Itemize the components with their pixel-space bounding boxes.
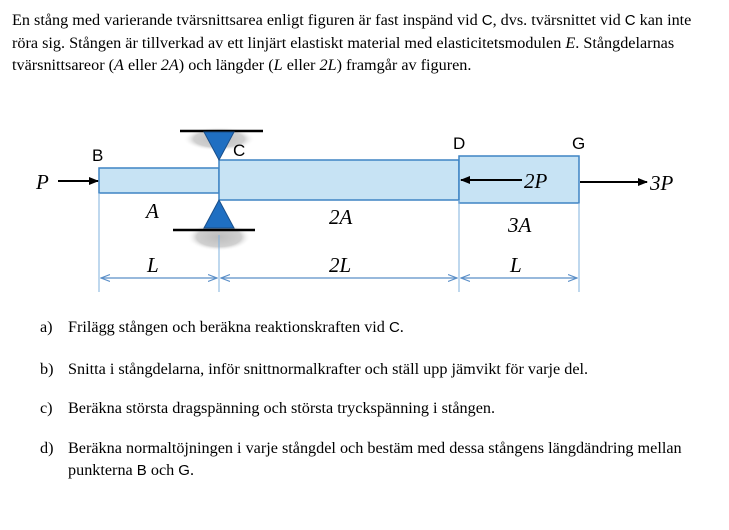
load-label-P: P <box>36 170 49 194</box>
point-ref: C <box>624 12 636 29</box>
question-c: c) Beräkna största dragspänning och största tryckspänning i stången. <box>40 399 496 417</box>
question-a: a) Frilägg stången och beräkna reaktionskraften vid C. <box>40 318 404 336</box>
bar-segment-CD <box>219 160 459 200</box>
question-d: d) Beräkna normaltöjningen i varje stångdel och bestäm med dessa stångens längdändring mellan punkterna B och G. <box>40 439 682 479</box>
area-label-A: A <box>146 199 159 223</box>
point-label-D: D <box>453 134 466 153</box>
question-b: b) Snitta i stångdelarna, inför snittnormalkrafter och ställ upp jämvikt för varje del. <box>40 360 589 378</box>
load-label-2P: 2P <box>524 169 548 193</box>
point-label-C: C <box>233 141 246 160</box>
support-bottom-triangle <box>204 200 234 228</box>
point-label-B: B <box>92 146 104 165</box>
area-label-2A: 2A <box>329 205 353 229</box>
area-label-3A: 3A <box>508 213 532 237</box>
question-list <box>40 316 710 482</box>
bar-segment-BC <box>99 168 219 193</box>
length-label-L1: L <box>147 253 159 277</box>
load-label-3P: 3P <box>650 171 674 195</box>
length-label-2L: 2L <box>329 253 352 277</box>
point-ref: C <box>481 12 493 29</box>
problem-statement: En stång med varierande tvärsnittsarea enligt figuren är fast inspänd vid C, dvs. tvärsnittet vid C kan inte röra sig. Stången är tillverkad av ett linjärt elastiskt material med elasticitetsmodulen E. Stångdelarnas tvärsnittsareor (A eller 2A) och längder (L eller 2L) framgår av figuren. <box>12 11 692 74</box>
point-label-G: G <box>572 134 586 153</box>
length-label-L3: L <box>510 253 522 277</box>
